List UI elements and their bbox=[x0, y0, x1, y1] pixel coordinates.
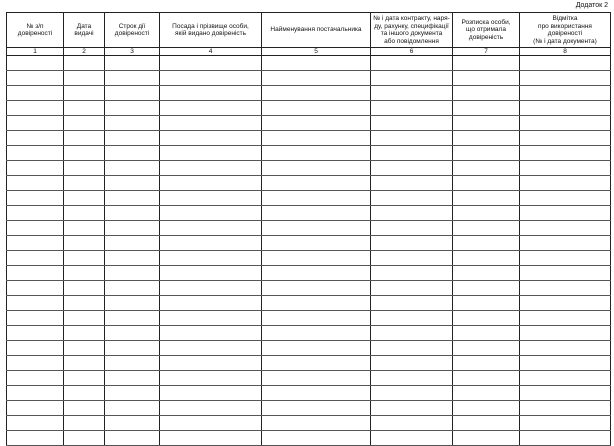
table-cell[interactable] bbox=[371, 176, 453, 191]
table-cell[interactable] bbox=[262, 311, 371, 326]
table-cell[interactable] bbox=[371, 251, 453, 266]
table-cell[interactable] bbox=[7, 161, 64, 176]
table-cell[interactable] bbox=[64, 191, 105, 206]
table-cell[interactable] bbox=[262, 266, 371, 281]
table-cell[interactable] bbox=[7, 266, 64, 281]
table-row bbox=[7, 326, 611, 341]
table-cell[interactable] bbox=[262, 221, 371, 236]
table-cell[interactable] bbox=[105, 281, 160, 296]
table-cell[interactable] bbox=[160, 356, 262, 371]
column-number-row bbox=[7, 48, 611, 56]
table-cell[interactable] bbox=[371, 116, 453, 131]
table-cell[interactable] bbox=[453, 356, 520, 371]
table-cell[interactable] bbox=[160, 386, 262, 401]
table-cell[interactable] bbox=[160, 296, 262, 311]
table-cell[interactable] bbox=[371, 296, 453, 311]
table-cell[interactable] bbox=[371, 101, 453, 116]
table-cell[interactable] bbox=[105, 206, 160, 221]
table-cell[interactable] bbox=[64, 146, 105, 161]
table-cell[interactable] bbox=[453, 401, 520, 416]
table-row bbox=[7, 266, 611, 281]
table-cell[interactable] bbox=[7, 116, 64, 131]
table-cell[interactable] bbox=[64, 371, 105, 386]
table-cell[interactable] bbox=[262, 386, 371, 401]
table-cell[interactable] bbox=[453, 296, 520, 311]
table-cell[interactable] bbox=[160, 341, 262, 356]
table-cell[interactable] bbox=[520, 146, 611, 161]
table-cell[interactable] bbox=[7, 431, 64, 446]
table-cell[interactable] bbox=[7, 416, 64, 431]
table-cell[interactable] bbox=[7, 311, 64, 326]
table-cell[interactable] bbox=[160, 146, 262, 161]
table-cell[interactable] bbox=[453, 221, 520, 236]
table-cell[interactable] bbox=[520, 386, 611, 401]
table-cell[interactable] bbox=[371, 371, 453, 386]
table-cell[interactable] bbox=[262, 416, 371, 431]
table-cell[interactable] bbox=[105, 236, 160, 251]
table-row bbox=[7, 146, 611, 161]
table-cell[interactable] bbox=[453, 311, 520, 326]
table-cell[interactable] bbox=[105, 311, 160, 326]
table-cell[interactable] bbox=[371, 161, 453, 176]
table-cell[interactable] bbox=[262, 146, 371, 161]
table-row bbox=[7, 386, 611, 401]
table-cell[interactable] bbox=[520, 236, 611, 251]
table-cell[interactable] bbox=[160, 191, 262, 206]
column-header: Строк дії довіреності bbox=[105, 13, 160, 48]
table-cell[interactable] bbox=[64, 101, 105, 116]
table-cell[interactable] bbox=[105, 326, 160, 341]
table-cell[interactable] bbox=[371, 191, 453, 206]
table-row bbox=[7, 341, 611, 356]
table-cell[interactable] bbox=[160, 206, 262, 221]
table-cell[interactable] bbox=[520, 281, 611, 296]
column-number: 4 bbox=[160, 48, 262, 56]
table-cell[interactable] bbox=[160, 161, 262, 176]
table-cell[interactable] bbox=[7, 296, 64, 311]
table-cell[interactable] bbox=[371, 146, 453, 161]
table-cell[interactable] bbox=[262, 356, 371, 371]
table-cell[interactable] bbox=[371, 416, 453, 431]
table-cell[interactable] bbox=[453, 236, 520, 251]
table-cell[interactable] bbox=[7, 371, 64, 386]
table-cell[interactable] bbox=[64, 356, 105, 371]
table-cell[interactable] bbox=[262, 401, 371, 416]
column-header: Дата видачі bbox=[64, 13, 105, 48]
table-cell[interactable] bbox=[105, 266, 160, 281]
table-row bbox=[7, 311, 611, 326]
table-cell[interactable] bbox=[520, 176, 611, 191]
table-cell[interactable] bbox=[160, 56, 262, 71]
table-cell[interactable] bbox=[160, 251, 262, 266]
table-cell[interactable] bbox=[520, 191, 611, 206]
table-cell[interactable] bbox=[371, 131, 453, 146]
table-cell[interactable] bbox=[105, 386, 160, 401]
table-cell[interactable] bbox=[160, 311, 262, 326]
table-cell[interactable] bbox=[105, 221, 160, 236]
table-cell[interactable] bbox=[160, 176, 262, 191]
table-cell[interactable] bbox=[105, 146, 160, 161]
table-row bbox=[7, 221, 611, 236]
table-cell[interactable] bbox=[453, 146, 520, 161]
addendum-label: Додаток 2 bbox=[575, 2, 608, 9]
table-cell[interactable] bbox=[371, 386, 453, 401]
table-cell[interactable] bbox=[371, 431, 453, 446]
table-cell[interactable] bbox=[64, 401, 105, 416]
table-cell[interactable] bbox=[520, 266, 611, 281]
table-cell[interactable] bbox=[453, 341, 520, 356]
column-number: 1 bbox=[7, 48, 64, 56]
table-cell[interactable] bbox=[262, 56, 371, 71]
table-cell[interactable] bbox=[64, 341, 105, 356]
table-cell[interactable] bbox=[453, 386, 520, 401]
table-cell[interactable] bbox=[7, 281, 64, 296]
table-row bbox=[7, 371, 611, 386]
table-cell[interactable] bbox=[7, 326, 64, 341]
table-row bbox=[7, 431, 611, 446]
table-cell[interactable] bbox=[7, 101, 64, 116]
table-cell[interactable] bbox=[160, 401, 262, 416]
table-cell[interactable] bbox=[453, 251, 520, 266]
table-cell[interactable] bbox=[64, 176, 105, 191]
column-number: 6 bbox=[371, 48, 453, 56]
table-cell[interactable] bbox=[105, 401, 160, 416]
table-cell[interactable] bbox=[7, 386, 64, 401]
table-cell[interactable] bbox=[262, 236, 371, 251]
table-cell[interactable] bbox=[105, 416, 160, 431]
table-cell[interactable] bbox=[262, 431, 371, 446]
table-cell[interactable] bbox=[7, 86, 64, 101]
table-cell[interactable] bbox=[105, 341, 160, 356]
table-cell[interactable] bbox=[371, 326, 453, 341]
table-cell[interactable] bbox=[105, 356, 160, 371]
table-cell[interactable] bbox=[160, 326, 262, 341]
column-number: 2 bbox=[64, 48, 105, 56]
table-cell[interactable] bbox=[453, 176, 520, 191]
table-cell[interactable] bbox=[262, 71, 371, 86]
table-cell[interactable] bbox=[520, 431, 611, 446]
table-cell[interactable] bbox=[160, 416, 262, 431]
table-cell[interactable] bbox=[160, 116, 262, 131]
table-cell[interactable] bbox=[520, 116, 611, 131]
table-cell[interactable] bbox=[105, 101, 160, 116]
table-cell[interactable] bbox=[262, 326, 371, 341]
table-cell[interactable] bbox=[520, 101, 611, 116]
table-cell[interactable] bbox=[7, 356, 64, 371]
table-cell[interactable] bbox=[105, 431, 160, 446]
column-number: 7 bbox=[453, 48, 520, 56]
table-cell[interactable] bbox=[453, 206, 520, 221]
table-cell[interactable] bbox=[371, 401, 453, 416]
table-cell[interactable] bbox=[64, 206, 105, 221]
column-header: № і дата контракту, наря- ду, рахунку, специфікації та іншого документа або повідомлення bbox=[371, 13, 453, 48]
table-cell[interactable] bbox=[105, 116, 160, 131]
table-cell[interactable] bbox=[160, 266, 262, 281]
table-cell[interactable] bbox=[262, 206, 371, 221]
table-cell[interactable] bbox=[105, 296, 160, 311]
table-cell[interactable] bbox=[7, 131, 64, 146]
table-cell[interactable] bbox=[453, 326, 520, 341]
table-cell[interactable] bbox=[7, 56, 64, 71]
table-cell[interactable] bbox=[453, 56, 520, 71]
column-header: Відмітка про використання довіреності (№ і дата документа) bbox=[520, 13, 611, 48]
column-number: 3 bbox=[105, 48, 160, 56]
table-cell[interactable] bbox=[453, 431, 520, 446]
table-cell[interactable] bbox=[262, 176, 371, 191]
table-row bbox=[7, 116, 611, 131]
table-cell[interactable] bbox=[160, 71, 262, 86]
table-row bbox=[7, 191, 611, 206]
table-row bbox=[7, 281, 611, 296]
table-cell[interactable] bbox=[371, 281, 453, 296]
table-row bbox=[7, 401, 611, 416]
table-cell[interactable] bbox=[520, 341, 611, 356]
table-cell[interactable] bbox=[160, 221, 262, 236]
table-cell[interactable] bbox=[64, 56, 105, 71]
table-cell[interactable] bbox=[64, 311, 105, 326]
table-cell[interactable] bbox=[64, 296, 105, 311]
table-cell[interactable] bbox=[105, 56, 160, 71]
table-cell[interactable] bbox=[64, 236, 105, 251]
table-cell[interactable] bbox=[453, 116, 520, 131]
table-cell[interactable] bbox=[64, 326, 105, 341]
table-cell[interactable] bbox=[453, 71, 520, 86]
table-cell[interactable] bbox=[160, 86, 262, 101]
table-row bbox=[7, 296, 611, 311]
table-cell[interactable] bbox=[520, 311, 611, 326]
table-cell[interactable] bbox=[262, 161, 371, 176]
table-cell[interactable] bbox=[7, 191, 64, 206]
table-cell[interactable] bbox=[453, 371, 520, 386]
table-row bbox=[7, 56, 611, 71]
table-cell[interactable] bbox=[453, 281, 520, 296]
table-cell[interactable] bbox=[520, 131, 611, 146]
table-cell[interactable] bbox=[262, 251, 371, 266]
table-row bbox=[7, 251, 611, 266]
table-cell[interactable] bbox=[371, 356, 453, 371]
table-cell[interactable] bbox=[520, 71, 611, 86]
table-row bbox=[7, 356, 611, 371]
table-cell[interactable] bbox=[105, 71, 160, 86]
table-cell[interactable] bbox=[105, 191, 160, 206]
column-header: № з/п довіреності bbox=[7, 13, 64, 48]
table-cell[interactable] bbox=[520, 326, 611, 341]
table-cell[interactable] bbox=[371, 266, 453, 281]
table-cell[interactable] bbox=[105, 161, 160, 176]
column-header: Розписка особи, що отримала довіреність bbox=[453, 13, 520, 48]
table-cell[interactable] bbox=[371, 86, 453, 101]
table-cell[interactable] bbox=[453, 131, 520, 146]
table-row bbox=[7, 236, 611, 251]
table-cell[interactable] bbox=[64, 251, 105, 266]
table-cell[interactable] bbox=[371, 206, 453, 221]
table-cell[interactable] bbox=[7, 341, 64, 356]
table-cell[interactable] bbox=[520, 206, 611, 221]
column-number: 5 bbox=[262, 48, 371, 56]
table-cell[interactable] bbox=[105, 251, 160, 266]
table-cell[interactable] bbox=[7, 251, 64, 266]
table-cell[interactable] bbox=[371, 71, 453, 86]
table-cell[interactable] bbox=[520, 371, 611, 386]
table-cell[interactable] bbox=[262, 281, 371, 296]
table-cell[interactable] bbox=[520, 356, 611, 371]
table-cell[interactable] bbox=[105, 86, 160, 101]
table-row bbox=[7, 206, 611, 221]
table-cell[interactable] bbox=[105, 371, 160, 386]
table-cell[interactable] bbox=[160, 371, 262, 386]
table-cell[interactable] bbox=[453, 86, 520, 101]
table-cell[interactable] bbox=[262, 116, 371, 131]
table-row bbox=[7, 131, 611, 146]
table-row bbox=[7, 101, 611, 116]
table-cell[interactable] bbox=[371, 56, 453, 71]
table-cell[interactable] bbox=[520, 161, 611, 176]
table-cell[interactable] bbox=[64, 131, 105, 146]
table-row bbox=[7, 86, 611, 101]
table-cell[interactable] bbox=[262, 191, 371, 206]
table-cell[interactable] bbox=[7, 221, 64, 236]
table-cell[interactable] bbox=[64, 161, 105, 176]
table-cell[interactable] bbox=[64, 86, 105, 101]
table-cell[interactable] bbox=[7, 236, 64, 251]
table-cell[interactable] bbox=[520, 251, 611, 266]
table-cell[interactable] bbox=[520, 401, 611, 416]
table-cell[interactable] bbox=[520, 296, 611, 311]
table-cell[interactable] bbox=[371, 311, 453, 326]
table-cell[interactable] bbox=[64, 116, 105, 131]
table-cell[interactable] bbox=[453, 266, 520, 281]
column-number: 8 bbox=[520, 48, 611, 56]
table-cell[interactable] bbox=[262, 101, 371, 116]
table-cell[interactable] bbox=[262, 341, 371, 356]
table-cell[interactable] bbox=[160, 101, 262, 116]
table-cell[interactable] bbox=[453, 101, 520, 116]
table-cell[interactable] bbox=[520, 86, 611, 101]
table-cell[interactable] bbox=[7, 146, 64, 161]
table-cell[interactable] bbox=[520, 221, 611, 236]
table-cell[interactable] bbox=[7, 206, 64, 221]
table-cell[interactable] bbox=[453, 191, 520, 206]
power-of-attorney-register-table bbox=[6, 12, 611, 446]
table-cell[interactable] bbox=[520, 56, 611, 71]
table-cell[interactable] bbox=[7, 71, 64, 86]
table-cell[interactable] bbox=[262, 371, 371, 386]
table-cell[interactable] bbox=[7, 176, 64, 191]
table-cell[interactable] bbox=[7, 401, 64, 416]
table-row bbox=[7, 416, 611, 431]
table-cell[interactable] bbox=[64, 281, 105, 296]
table-cell[interactable] bbox=[371, 236, 453, 251]
table-cell[interactable] bbox=[64, 71, 105, 86]
table-cell[interactable] bbox=[520, 416, 611, 431]
table-cell[interactable] bbox=[262, 296, 371, 311]
table-cell[interactable] bbox=[64, 266, 105, 281]
table-cell[interactable] bbox=[64, 416, 105, 431]
table-cell[interactable] bbox=[160, 236, 262, 251]
table-cell[interactable] bbox=[160, 281, 262, 296]
column-header: Посада і прізвище особи, якій видано довіреність bbox=[160, 13, 262, 48]
table-cell[interactable] bbox=[160, 131, 262, 146]
table-cell[interactable] bbox=[453, 416, 520, 431]
table-cell[interactable] bbox=[64, 431, 105, 446]
header-row bbox=[7, 13, 611, 48]
table-row bbox=[7, 161, 611, 176]
table-cell[interactable] bbox=[160, 431, 262, 446]
register-body bbox=[7, 56, 611, 446]
table-cell[interactable] bbox=[262, 131, 371, 146]
table-cell[interactable] bbox=[64, 221, 105, 236]
table-cell[interactable] bbox=[105, 131, 160, 146]
table-cell[interactable] bbox=[371, 221, 453, 236]
table-cell[interactable] bbox=[105, 176, 160, 191]
column-header: Найменування постачальника bbox=[262, 13, 371, 48]
table-cell[interactable] bbox=[453, 161, 520, 176]
table-cell[interactable] bbox=[262, 86, 371, 101]
table-cell[interactable] bbox=[64, 386, 105, 401]
table-cell[interactable] bbox=[371, 341, 453, 356]
table-row bbox=[7, 71, 611, 86]
table-row bbox=[7, 176, 611, 191]
